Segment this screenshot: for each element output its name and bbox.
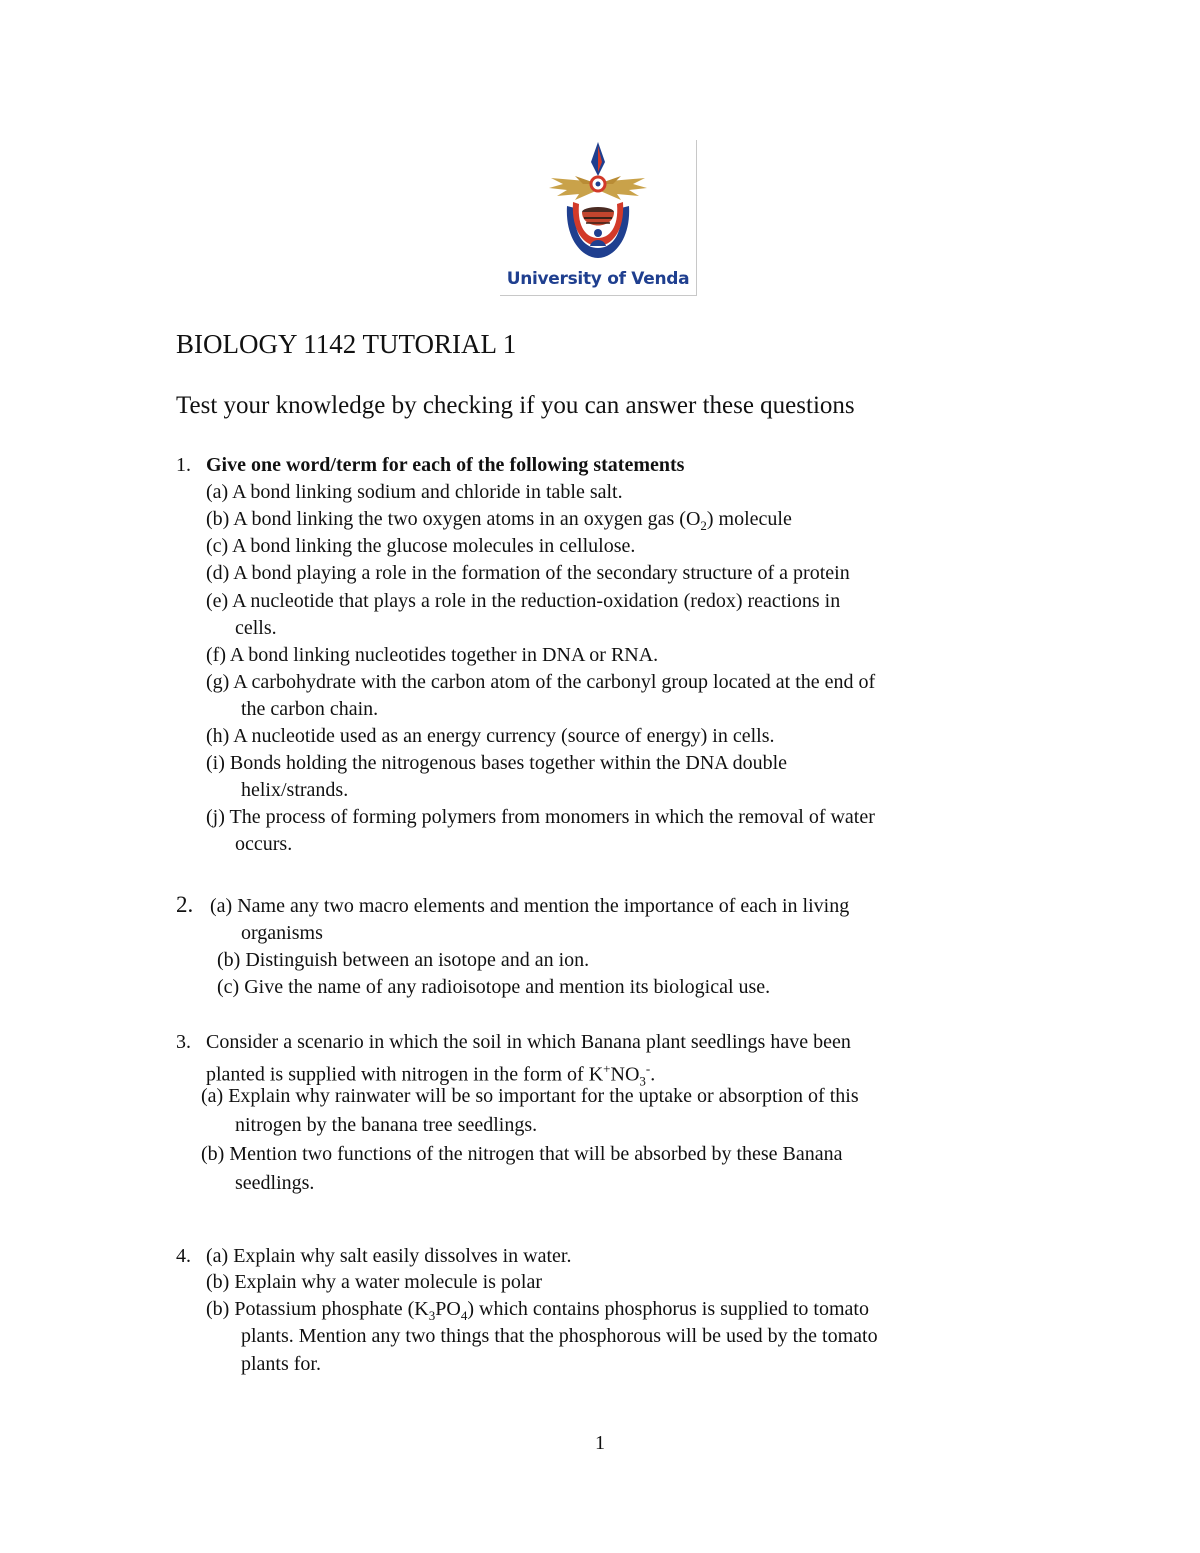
- q1-item-g-cont: the carbon chain.: [241, 698, 379, 720]
- university-logo: [500, 140, 697, 296]
- q3-scenario: Consider a scenario in which the soil in which Banana plant seedlings have been: [206, 1031, 851, 1053]
- q3-item-b-cont: seedlings.: [235, 1172, 315, 1194]
- q2-item-c: (c) Give the name of any radioisotope and mention its biological use.: [217, 976, 771, 998]
- logo-name: University of Venda: [506, 269, 690, 289]
- q1-item-f: (f) A bond linking nucleotides together in DNA or RNA.: [206, 644, 659, 666]
- page-number: 1: [595, 1432, 605, 1454]
- q4-item-c: (b) Potassium phosphate $(K_3PO_4)$ which contains phosphorus is supplied to tomato: [206, 1298, 869, 1323]
- q3-item-b: (b) Mention two functions of the nitrogen that will be absorbed by these Banana: [201, 1143, 843, 1165]
- q1-item-j-cont: occurs.: [235, 833, 293, 855]
- q1-item-a: (a) A bond linking sodium and chloride in table salt.: [206, 481, 623, 503]
- q1-item-i: (i) Bonds holding the nitrogenous bases together within the DNA double: [206, 752, 788, 774]
- page-subtitle: Test your knowledge by checking if you can answer these questions: [176, 392, 855, 419]
- q1-heading: Give one word/term for each of the following statements: [206, 454, 685, 476]
- q2-item-a-cont: organisms: [241, 922, 323, 944]
- q3-number: 3.: [176, 1031, 191, 1053]
- q1-item-e-cont: cells.: [235, 617, 277, 639]
- q3-scenario-cont: planted is supplied with nitrogen in the form of $K^+NO_3^-$.: [206, 1061, 656, 1089]
- q4-item-a: (a) Explain why salt easily dissolves in water.: [206, 1245, 572, 1267]
- q1-item-c: (c) A bond linking the glucose molecules in cellulose.: [206, 535, 636, 557]
- q4-item-c-cont: plants. Mention any two things that the phosphorous will be used by the tomato: [241, 1325, 878, 1347]
- q4-item-c-cont2: plants for.: [241, 1353, 321, 1375]
- q4-number: 4.: [176, 1245, 191, 1267]
- q1-item-e: (e) A nucleotide that plays a role in the reduction-oxidation (redox) reactions in: [206, 590, 841, 612]
- q1-item-b: (b) A bond linking the two oxygen atoms in an oxygen gas $(O_2)$ molecule: [206, 508, 792, 533]
- page-title: BIOLOGY 1142 TUTORIAL 1: [176, 329, 517, 359]
- q1-item-h: (h) A nucleotide used as an energy currency (source of energy) in cells.: [206, 725, 775, 747]
- q1-item-g: (g) A carbohydrate with the carbon atom of the carbonyl group located at the end of: [206, 671, 876, 693]
- q1-item-j: (j) The process of forming polymers from monomers in which the removal of water: [206, 806, 875, 828]
- q1-item-d: (d) A bond playing a role in the formation of the secondary structure of a protein: [206, 562, 850, 584]
- q1-item-i-cont: helix/strands.: [241, 779, 349, 801]
- q2-item-a: (a) Name any two macro elements and mention the importance of each in living: [210, 895, 850, 917]
- q2-number: 2.: [176, 892, 194, 917]
- q3-item-a-cont: nitrogen by the banana tree seedlings.: [235, 1114, 538, 1136]
- q4-item-b: (b) Explain why a water molecule is polar: [206, 1271, 542, 1293]
- q1-number: 1.: [176, 454, 191, 476]
- q3-item-a: (a) Explain why rainwater will be so important for the uptake or absorption of this: [201, 1085, 859, 1107]
- q2-item-b: (b) Distinguish between an isotope and an ion.: [217, 949, 590, 971]
- university-crest-icon: [545, 140, 651, 268]
